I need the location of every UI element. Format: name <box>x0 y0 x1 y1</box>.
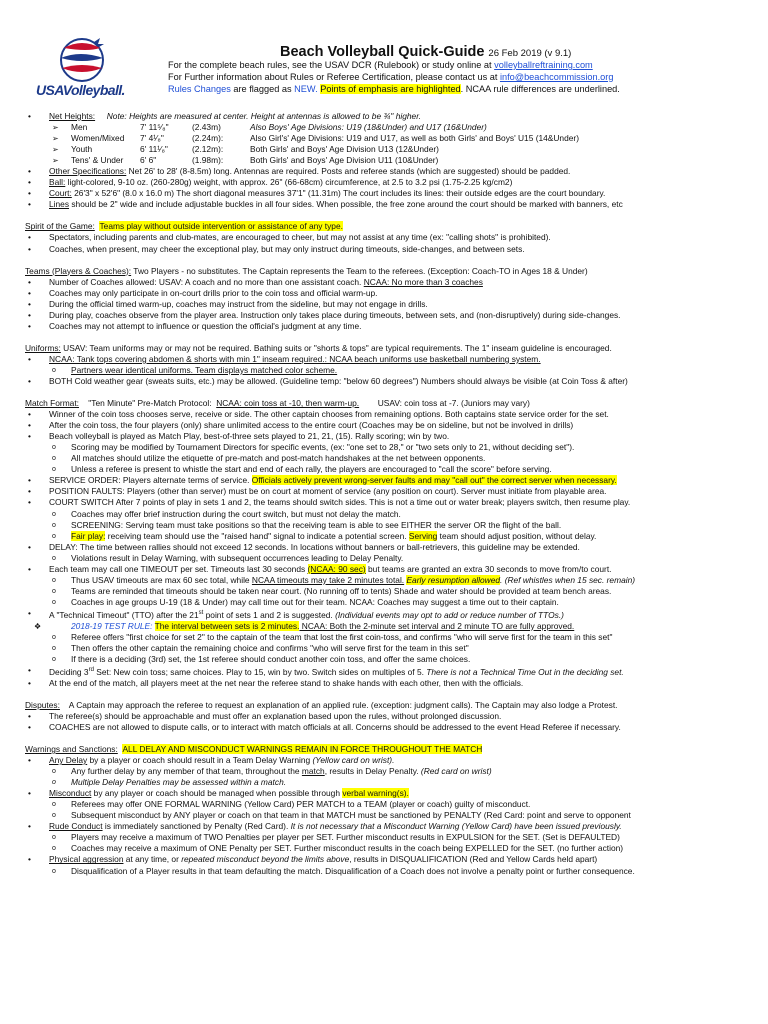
item-text: . (Ref whistles when 15 sec. remain) <box>500 574 636 585</box>
net-heights-label: Net Heights: <box>49 111 96 121</box>
section-heading: Warnings and Sanctions: <box>25 743 118 754</box>
spec-item <box>25 199 753 210</box>
item-text: There is not a Technical Time Out in the deciding set. <box>426 666 624 677</box>
net-height-row <box>25 155 753 166</box>
section-highlight: Teams play without outside intervention or assistance of any type. <box>99 221 343 232</box>
item-highlight: Serving <box>408 530 438 541</box>
item-label: Any Delay <box>49 755 88 766</box>
sub-list-item: o Unless a referee is present to whistle the start and end of each rally, the players are encouraged to "call the score" before serving. <box>25 464 753 475</box>
uniforms-heading <box>25 343 753 354</box>
net-metric: (2.24m): <box>192 133 224 144</box>
section-gap <box>25 332 753 343</box>
list-item <box>25 854 753 865</box>
superscript: rd <box>88 666 94 673</box>
sub-list-item: o Players may receive a maximum of TWO Penalties per player per SET. Further misconduct results in EXPULSION for the SET. (Set is DEFAULTED) <box>25 832 753 843</box>
sub-list-item: o All matches should utilize the etiquette of pre-match and post-match handshakes at the net between opponents. <box>25 453 753 464</box>
section-gap <box>25 255 753 266</box>
section-gap <box>25 387 753 398</box>
list-item <box>25 475 753 486</box>
emphasis-highlight: Points of emphasis are highlighted <box>320 83 461 94</box>
list-item: • DELAY: The time between rallies should not exceed 12 seconds. In locations without banners or ball-retrievers, this guideline may be extended. <box>25 542 753 553</box>
sub-list-item: o Coaches may offer brief instruction during the court switch, but must not delay the match. <box>25 509 753 520</box>
list-item: • After the coin toss, the four players (only) share unlimited access to the entire court (Coaches may be on sideline, but not be involved in drills) <box>25 420 753 431</box>
item-text: , results in DISQUALIFICATION (Red and Yellow Cards held apart) <box>349 854 598 865</box>
list-item: • COURT SWITCH After 7 points of play in sets 1 and 2, the teams should switch sides. This is not a time out or water break; players switch, then resume play. <box>25 497 753 508</box>
sub-list-item: o SCREENING: Serving team must take positions so that the receiving team is able to see EITHER the server OR the flight of the ball. <box>25 520 753 531</box>
net-metric: (2.43m) <box>192 122 221 133</box>
spec-label: Other Specifications: <box>49 166 127 177</box>
email-link[interactable]: info@beachcommission.org <box>499 71 614 82</box>
spec-item <box>25 188 753 199</box>
net-cat: Men <box>71 122 88 133</box>
section-heading: Teams (Players & Coaches): <box>25 265 132 276</box>
ncaa-text: NCAA: Both the 2-minute set interval and 2 minute TO are fully approved. <box>299 620 575 631</box>
item-highlight: The interval between sets is 2 minutes. <box>154 620 300 631</box>
rules-changes-label: Rules Changes <box>168 83 231 94</box>
section-gap <box>25 733 753 744</box>
spec-text: light-colored, 9-10 oz. (260-280g) weight, with approx. 26" (66-68cm) circumference, at 2.5 to 3.2 psi (1.75-2.25 kg/cm2) <box>65 177 513 188</box>
net-cat: Tens' & Under <box>71 155 124 166</box>
item-text: Number of Coaches allowed: USAV: A coach and no more than one assistant coach. <box>49 276 364 287</box>
sub-list-item: o Coaches may receive a maximum of ONE Penalty per SET. Further misconduct results in the coach being EXPELLED for the SET. (no further action) <box>25 843 753 854</box>
spec-label: Court: <box>49 188 72 199</box>
header-line-3 <box>168 84 748 96</box>
list-item <box>25 788 753 799</box>
teams-heading <box>25 266 753 277</box>
ncaa-text: NCAA: Tank tops covering abdomen & shorts with min 1" inseam required.: NCAA beach uniforms use basketball numbering system. <box>49 353 541 364</box>
sub-list-item <box>25 365 753 376</box>
list-item <box>25 608 753 621</box>
net-height-row <box>25 133 753 144</box>
volleyball-emblem-icon <box>52 36 116 84</box>
section-text: USAV: coin toss at -7. (Juniors may vary) <box>359 398 530 409</box>
ncaa-text: Partners wear identical uniforms. Team displays matched color scheme. <box>71 364 338 375</box>
item-highlight: verbal warning(s). <box>342 788 409 799</box>
item-text: but teams are granted an extra 30 seconds to move from/to court. <box>365 563 612 574</box>
list-item: • The referee(s) should be approachable and must offer an explanation based upon the rules, without prolonged discussion. <box>25 711 753 722</box>
list-item: • Spectators, including parents and club-mates, are encouraged to cheer, but may not assist at any time (ex: "calling shots" is prohibited). <box>25 232 753 243</box>
section-heading: Uniforms: <box>25 342 61 353</box>
sub-list-item: o Disqualification of a Player results in that team defaulting the match. Disqualification of a Coach does not involve a penalty point or further consequence. <box>25 866 753 877</box>
item-text: team should adjust position, without delay. <box>437 530 597 541</box>
item-text: Deciding 3 <box>49 666 89 677</box>
sub-list-item: o Violations result in Delay Warning, with subsequent occurrences leading to Delay Penalty. <box>25 553 753 564</box>
sub-list-item <box>25 575 753 586</box>
list-item <box>25 564 753 575</box>
section-text: Two Players - no substitutes. The Captain represents the Team to the referees. (Exception: Coach-TO in Ages 18 & Under) <box>131 265 588 276</box>
section-highlight: ALL DELAY AND MISCONDUCT WARNINGS REMAIN IN FORCE THROUGHOUT THE MATCH <box>122 743 483 754</box>
ncaa-text: NCAA timeouts may take 2 minutes total. <box>251 574 405 585</box>
ncaa-text: NCAA: coin toss at -10, then warm-up. <box>216 398 360 409</box>
list-item: • COACHES are not allowed to dispute calls, or to interact with match officials at all. Concerns should be addressed to the event Head Referee if necessary. <box>25 722 753 733</box>
sub-list-item: o Teams are reminded that timeouts should be taken near court. (No running off to tents) Shade and water should be provided at team bench areas. <box>25 586 753 597</box>
list-item: • POSITION FAULTS: Players (other than server) must be on court at moment of service (any position on court). Server must initiate from playable area. <box>25 486 753 497</box>
test-rule-label: 2018-19 TEST RULE: <box>71 620 153 631</box>
header-line-1-text: For the complete beach rules, see the USAV DCR (Rulebook) or study online at <box>168 60 495 70</box>
item-text: is immediately sanctioned by Penalty (Red Card). <box>102 821 291 832</box>
item-text: Thus USAV timeouts are max 60 sec total, while <box>71 574 252 585</box>
header-line-1 <box>168 60 748 72</box>
net-metric: (1.98m): <box>192 155 224 166</box>
net-height-row <box>25 144 753 155</box>
list-item: • BOTH Cold weather gear (sweats suits, etc.) may be allowed. (Guideline temp: "below 60 degrees") Numbers should always be visible (at Coin Toss & after) <box>25 376 753 387</box>
item-highlight: Early resumption allowed <box>406 574 501 585</box>
item-text: repeated misconduct beyond the limits above <box>181 854 350 865</box>
list-item <box>25 821 753 832</box>
header-line-2 <box>168 72 748 84</box>
sub-list-item: o If there is a deciding (3rd) set, the 1st referee should conduct another coin toss, and offer the same choices. <box>25 654 753 665</box>
test-rule-item <box>25 621 753 632</box>
section-heading: Match Format: <box>25 398 79 409</box>
list-item <box>25 277 753 288</box>
item-text: (Red card on wrist) <box>420 766 492 777</box>
ncaa-text: NCAA: No more than 3 coaches <box>363 276 483 287</box>
item-label: Misconduct <box>49 788 92 799</box>
item-text: , results in Delay Penalty. <box>324 766 421 777</box>
sub-list-item: o Coaches in age groups U-19 (18 & Under) may call time out for their team. NCAA: Coaches may suggest a time out to their captain. <box>25 597 753 608</box>
item-text: point of sets 1 and 2 is suggested. <box>203 609 336 620</box>
item-text: match <box>301 766 325 777</box>
sub-list-item <box>25 766 753 777</box>
item-text: Set: New coin toss; same choices. Play to 15, win by two. Switch sides on multiples of 5. <box>93 666 427 677</box>
net-height-row <box>25 122 753 133</box>
item-highlight: Fair play: <box>71 530 106 541</box>
item-text: (Yellow card on wrist). <box>312 755 395 766</box>
item-text: by a player or coach should result in a Team Delay Warning <box>87 755 313 766</box>
sub-list-item: o Multiple Delay Penalties may be assessed within a match. <box>25 777 753 788</box>
spirit-heading <box>25 221 753 232</box>
list-item <box>25 665 753 678</box>
header-line-2-text: For Further information about Rules or Referee Certification, please contact us at <box>168 71 500 82</box>
item-text: A "Technical Timeout" (TTO) after the 21 <box>49 609 199 620</box>
sub-list-item: o Then offers the other captain the remaining choice and confirms "who will serve first for the team in this set" <box>25 643 753 654</box>
list-item: • Coaches may only participate in on-court drills prior to the coin toss and official warm-up. <box>25 288 753 299</box>
section-heading: Spirit of the Game: <box>25 221 95 232</box>
section-gap <box>25 210 753 221</box>
ncaa-highlight: (NCAA: 90 sec) <box>307 563 366 574</box>
net-note: Both Girls' and Boys' Age Division U11 (10&Under) <box>250 155 439 166</box>
section-text: "Ten Minute" Pre-Match Protocol: <box>78 398 217 409</box>
document-date: 26 Feb 2019 (v 9.1) <box>488 48 572 59</box>
spec-text: should be 2" wide and include adjustable buckles in all four sides. When possible, the free zone around the court should be marked with banners, etc <box>69 199 623 210</box>
item-highlight: Officials actively prevent wrong-server faults and may "call out" the correct server when necessary. <box>251 475 617 486</box>
spec-item <box>25 166 753 177</box>
item-text: at any time, or <box>123 854 182 865</box>
net-heights-heading <box>25 111 753 122</box>
sub-list-item <box>25 531 753 542</box>
section-text: A Captain may approach the referee to request an explanation of an applied rule. (exception: judgment calls). The Captain may also lodge a Protest. <box>59 699 618 710</box>
item-text: It is not necessary that a Misconduct Warning (Yellow Card) have been issued previously. <box>290 821 622 832</box>
ncaa-note: . NCAA rule differences are underlined. <box>460 83 620 94</box>
item-label: Physical aggression <box>49 854 124 865</box>
document-header <box>168 44 748 95</box>
list-item: • Coaches, when present, may cheer the exceptional play, but may only instruct during timeouts, side-changes, and between sets. <box>25 244 753 255</box>
spec-item <box>25 177 753 188</box>
spec-text: Net 26' to 28' (8-8.5m) long. Antennas are required. Posts and referee stands (which are suggested) should be padded. <box>126 166 571 177</box>
usa-volleyball-logo <box>30 36 138 102</box>
section-gap <box>25 689 753 700</box>
item-text: Each team may call one TIMEOUT per set. Timeouts last 30 seconds <box>49 563 308 574</box>
net-height: 7' 4¹⁄₈" <box>140 133 164 144</box>
title-line <box>280 44 748 60</box>
sub-list-item: o Subsequent misconduct by ANY player or coach on that team in that MATCH must be sanctioned by PENALTY (Red Card: point and serve to opponent <box>25 810 753 821</box>
spec-text: 26'3" x 52'6" (8.0 x 16.0 m) The short diagonal measures 37'1" (11.31m) The court includes its lines: their outside edges are the court boundary. <box>71 188 606 199</box>
list-item <box>25 755 753 766</box>
superscript: st <box>198 609 204 616</box>
list-item: • Coaches may not attempt to influence or question the official's judgment at any time. <box>25 321 753 332</box>
item-text: Any further delay by any member of that team, throughout the <box>71 766 302 777</box>
net-height: 6' 11¹⁄₈" <box>140 144 168 155</box>
new-flag: NEW. <box>294 83 318 94</box>
net-cat: Women/Mixed <box>71 133 125 144</box>
list-item <box>25 354 753 365</box>
item-text: (Individual events may opt to add or reduce number of TTOs.) <box>335 609 564 620</box>
section-text: USAV: Team uniforms may or may not be required. Bathing suits or "shorts & tops" are typical requirements. The 1" inseam guideline is encouraged. <box>60 342 612 353</box>
sub-list-item: o Scoring may be modified by Tournament Directors for specific events, (ex: "one set to 28," or "two sets only to 21, without deciding set"). <box>25 442 753 453</box>
list-item: • At the end of the match, all players meet at the net near the referee stand to shake hands with each other, then with the officials. <box>25 678 753 689</box>
sub-list-item: o Referee offers "first choice for set 2" to the captain of the team that lost the first coin-toss, and confirms "who will serve first for the team in this set" <box>25 632 753 643</box>
list-item: • During play, coaches observe from the player area. Instruction only takes place during timeouts, between sets, and (non-disruptively) during side-changes. <box>25 310 753 321</box>
net-cat: Youth <box>71 144 93 155</box>
net-height: 6' 6" <box>140 155 157 166</box>
header-line-3-text: are flagged as <box>230 83 295 94</box>
spec-label: Lines <box>49 199 70 210</box>
net-note: Also Girl's' Age Divisions: U19 and U17, as well as both Girls' and Boys' U15 (14&Under) <box>250 133 579 144</box>
item-text: by any player or coach should be managed when possible through <box>91 788 343 799</box>
net-metric: (2.12m): <box>192 144 224 155</box>
item-text: receiving team should use the "raised hand" signal to indicate a potential screen. <box>105 530 409 541</box>
item-label: Rude Conduct <box>49 821 103 832</box>
net-note: Both Girls' and Boys' Age Division U13 (12&Under) <box>250 144 439 155</box>
section-heading: Disputes: <box>25 699 60 710</box>
match-heading <box>25 398 753 409</box>
list-item: • During the official timed warm-up, coaches may instruct from the sideline, but may not engage in drills. <box>25 299 753 310</box>
sub-list-item: o Referees may offer ONE FORMAL WARNING (Yellow Card) PER MATCH to a TEAM (player or coach) guilty of misconduct. <box>25 799 753 810</box>
warnings-heading <box>25 744 753 755</box>
guide-content <box>25 111 753 877</box>
rules-link[interactable]: volleyballreftraining.com <box>494 60 593 70</box>
net-heights-note: Note: Heights are measured at center. Height at antennas is allowed to be ¾" higher. <box>106 111 422 121</box>
net-note: Also Boys' Age Divisions: U19 (18&Under) and U17 (16&Under) <box>250 122 487 133</box>
list-item: • Winner of the coin toss chooses serve, receive or side. The other captain chooses from remaining options. Both captains state service order for the set. <box>25 409 753 420</box>
logo-wordmark: USAVolleyball. <box>36 82 125 98</box>
net-height: 7' 11⁵⁄₈" <box>140 122 169 133</box>
spec-label: Ball: <box>49 177 66 188</box>
list-item: • Beach volleyball is played as Match Play, best-of-three sets played to 21, 21, (15). Rally scoring; win by two. <box>25 431 753 442</box>
document-title: Beach Volleyball Quick-Guide <box>280 44 485 60</box>
item-text: SERVICE ORDER: Players alternate terms of service. <box>49 475 252 486</box>
disputes-heading <box>25 700 753 711</box>
